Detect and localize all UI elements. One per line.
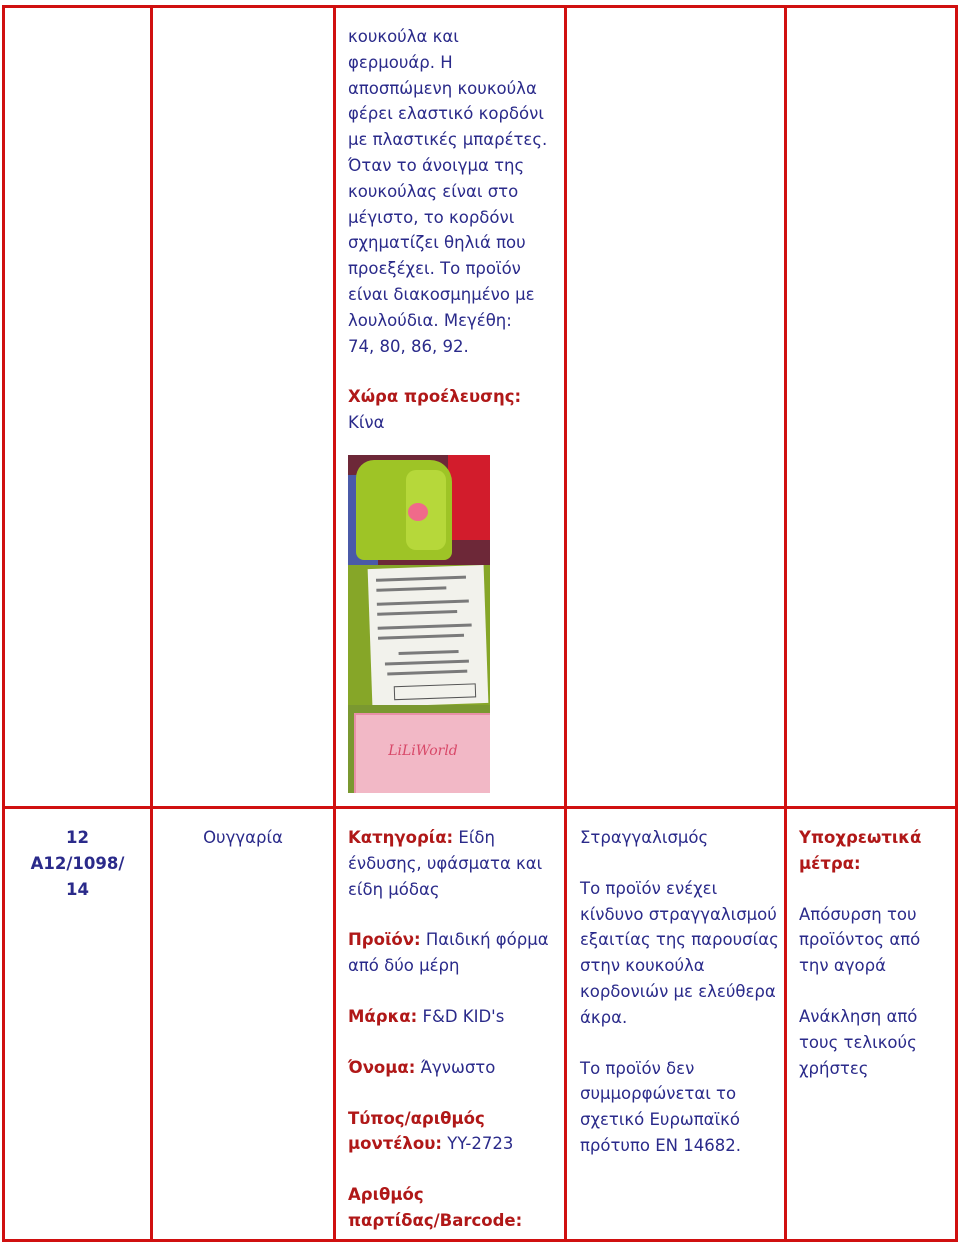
country-value: Ουγγαρία (203, 828, 283, 847)
brand-tag-text: LiLiWorld (388, 743, 458, 759)
risk-description: Το προϊόν ενέχει κίνδυνο στραγγαλισμού εξαιτίας της παρουσίας στην κουκούλα κορδονιών με ελεύθερα άκρα. (580, 878, 779, 1027)
measures (799, 825, 949, 1081)
table-border (564, 5, 567, 1242)
origin-label: Χώρα προέλευσης: (348, 387, 522, 407)
description-line: προεξέχει. Το προϊόν (348, 259, 521, 279)
origin-value: Κίνα (348, 413, 385, 433)
description-line: 74, 80, 86, 92. (348, 336, 469, 356)
record-id (5, 825, 150, 902)
measures-label: Υποχρεωτικά μέτρα: (799, 828, 922, 873)
table-border (2, 806, 958, 809)
risk-details (580, 825, 780, 1159)
description-line: σχηματίζει θηλιά που (348, 233, 526, 253)
description-line: κουκούλα και (348, 27, 459, 46)
batch-label: Αριθμός παρτίδας/Barcode: (348, 1185, 523, 1230)
product-label: Προϊόν: (348, 930, 421, 950)
product-details (348, 825, 560, 1234)
name-value: Άγνωστο (420, 1057, 496, 1077)
brand-value: F&D KID's (422, 1006, 505, 1026)
category-value: Είδη ένδυσης, υφάσματα και είδη μόδας (348, 828, 543, 899)
record-id-line: A12/1098/ (30, 853, 125, 873)
description-line: μέγιστο, το κορδόνι (348, 207, 515, 227)
description-line: λουλούδια. Μεγέθη: (348, 310, 512, 330)
record-id-line: 12 (66, 828, 89, 847)
description-line: κουκούλας είναι στο (348, 181, 519, 201)
model-value: YY-2723 (447, 1134, 514, 1154)
table-border (2, 1239, 958, 1242)
table-border (2, 5, 958, 8)
product-photo (348, 455, 490, 793)
table-border (955, 5, 958, 1242)
description-line: με πλαστικές μπαρέτες. (348, 130, 548, 150)
description-line: αποσπώμενη κουκούλα (348, 78, 537, 98)
name-label: Όνομα: (348, 1057, 416, 1077)
table-border (784, 5, 787, 1242)
description-cell (348, 24, 560, 436)
description-line: φέρει ελαστικό κορδόνι (348, 104, 544, 124)
table-border (333, 5, 336, 1242)
record-id-line: 14 (66, 879, 89, 899)
table-border (150, 5, 153, 1242)
risk-compliance: Το προϊόν δεν συμμορφώνεται το σχετικό Ευρωπαϊκό πρότυπο EN 14682. (580, 1058, 742, 1155)
description-line: είναι διακοσμημένο με (348, 284, 535, 304)
brand-label: Μάρκα: (348, 1006, 418, 1026)
care-label (368, 565, 489, 707)
notifying-country (153, 825, 333, 851)
category-label: Κατηγορία: (348, 828, 454, 847)
table-border (2, 5, 5, 1242)
measure-recall: Ανάκληση από τους τελικούς χρήστες (799, 1006, 918, 1078)
product-value: Παιδική φόρμα από δύο μέρη (348, 930, 549, 976)
measure-withdrawal: Απόσυρση του προϊόντος από την αγορά (799, 904, 921, 976)
description-line: Όταν το άνοιγμα της (348, 155, 525, 175)
risk-type: Στραγγαλισμός (580, 828, 709, 847)
description-line: φερμουάρ. Η (348, 52, 453, 72)
model-label: Τύπος/αριθμός μοντέλου: (348, 1108, 485, 1154)
